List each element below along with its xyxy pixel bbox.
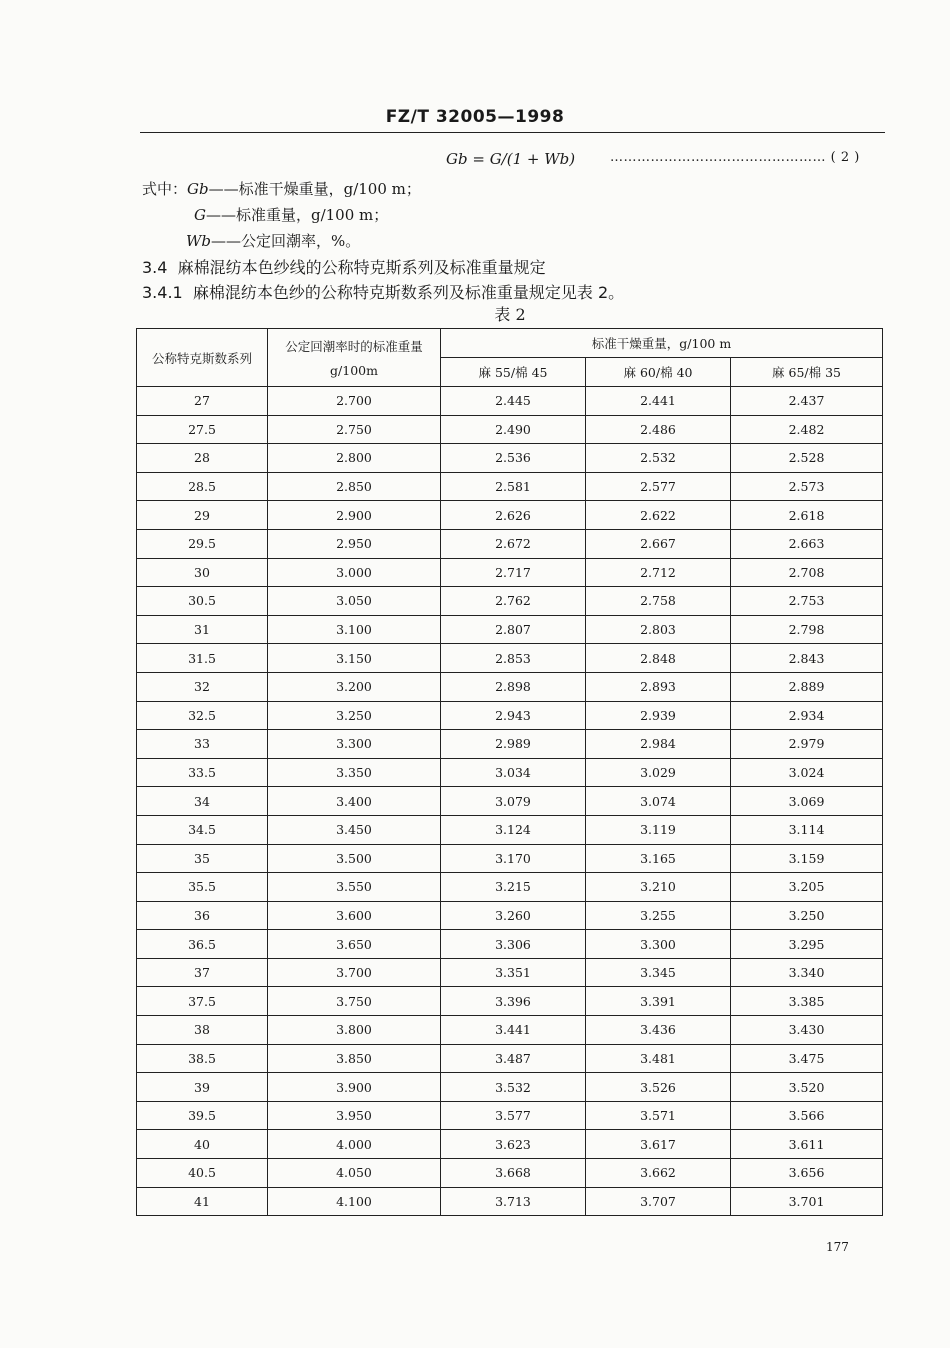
table-row [137,672,883,701]
dry-weight-55-45-cell: 2.581 [441,472,586,501]
nominal-tex-cell: 33 [137,730,268,759]
dry-weight-55-45-cell: 2.762 [441,587,586,616]
dry-weight-55-45-cell: 3.306 [441,930,586,959]
standard-weight-cell: 2.700 [268,387,441,416]
table-row [137,558,883,587]
dry-weight-55-45-cell: 2.672 [441,529,586,558]
dry-weight-65-35-cell: 2.889 [731,672,883,701]
standard-code-header: FZ/T 32005—1998 [385,107,565,127]
standard-weight-cell: 4.000 [268,1130,441,1159]
nominal-tex-cell: 41 [137,1187,268,1216]
dry-weight-65-35-cell: 2.528 [731,444,883,473]
dry-weight-65-35-cell: 3.520 [731,1073,883,1102]
table-row [137,1130,883,1159]
dry-weight-55-45-cell: 3.215 [441,873,586,902]
standard-weight-table [136,328,883,1216]
dry-weight-65-35-cell: 3.475 [731,1044,883,1073]
dry-weight-60-40-cell: 2.577 [586,472,731,501]
dry-weight-60-40-cell: 3.662 [586,1159,731,1188]
table-row [137,415,883,444]
header-dry-weight-group: 标准干燥重量，g/100 m [441,329,883,358]
table-row [137,644,883,673]
formula-number: ( 2 ) [830,150,860,165]
header-blend-65-35: 麻 65/棉 35 [731,358,883,387]
dry-weight-60-40-cell: 3.300 [586,930,731,959]
dry-weight-55-45-cell: 2.536 [441,444,586,473]
nominal-tex-cell: 39 [137,1073,268,1102]
dry-weight-60-40-cell: 2.486 [586,415,731,444]
standard-weight-cell: 2.800 [268,444,441,473]
table-row [137,987,883,1016]
dry-weight-55-45-cell: 3.668 [441,1159,586,1188]
table-row [137,587,883,616]
standard-weight-cell: 3.700 [268,958,441,987]
formula: Gb = G/(1 + Wb) [446,150,576,168]
dry-weight-55-45-cell: 3.577 [441,1101,586,1130]
nominal-tex-cell: 37 [137,958,268,987]
dry-weight-60-40-cell: 2.893 [586,672,731,701]
dry-weight-60-40-cell: 3.119 [586,815,731,844]
dry-weight-60-40-cell: 2.622 [586,501,731,530]
table-row [137,701,883,730]
nominal-tex-cell: 38 [137,1016,268,1045]
standard-weight-cell: 3.500 [268,844,441,873]
dry-weight-55-45-cell: 3.351 [441,958,586,987]
table-row [137,472,883,501]
dry-weight-60-40-cell: 3.210 [586,873,731,902]
standard-weight-cell: 4.100 [268,1187,441,1216]
section-number: 3.4 [142,258,168,277]
dry-weight-55-45-cell: 3.034 [441,758,586,787]
standard-weight-cell: 3.250 [268,701,441,730]
dry-weight-65-35-cell: 3.069 [731,787,883,816]
definition-line-2 [194,204,388,225]
standard-weight-cell: 3.850 [268,1044,441,1073]
nominal-tex-cell: 28.5 [137,472,268,501]
table-row [137,930,883,959]
table-row [137,501,883,530]
table-row [137,873,883,902]
nominal-tex-cell: 29 [137,501,268,530]
definition-line-1 [142,178,421,199]
dry-weight-55-45-cell: 3.124 [441,815,586,844]
dry-weight-65-35-cell: 2.618 [731,501,883,530]
table-row [137,787,883,816]
nominal-tex-cell: 35.5 [137,873,268,902]
table-row [137,1101,883,1130]
dry-weight-55-45-cell: 2.853 [441,644,586,673]
standard-weight-cell: 3.000 [268,558,441,587]
dry-weight-65-35-cell: 2.979 [731,730,883,759]
standard-weight-cell: 3.150 [268,644,441,673]
nominal-tex-cell: 31.5 [137,644,268,673]
dry-weight-55-45-cell: 3.260 [441,901,586,930]
dry-weight-60-40-cell: 3.481 [586,1044,731,1073]
dry-weight-60-40-cell: 2.803 [586,615,731,644]
section-3-4-1 [142,280,624,303]
table-body [137,387,883,1216]
dry-weight-60-40-cell: 2.758 [586,587,731,616]
dry-weight-55-45-cell: 2.807 [441,615,586,644]
table-caption: 表 2 [494,305,526,324]
definitions-lead: 式中： [142,180,188,198]
dry-weight-60-40-cell: 3.029 [586,758,731,787]
nominal-tex-cell: 35 [137,844,268,873]
dry-weight-55-45-cell: 3.441 [441,1016,586,1045]
dry-weight-65-35-cell: 3.295 [731,930,883,959]
nominal-tex-cell: 37.5 [137,987,268,1016]
nominal-tex-cell: 27 [137,387,268,416]
table-row [137,615,883,644]
table-row [137,758,883,787]
section-title: 麻棉混纺本色纱的公称特克斯数系列及标准重量规定见表 2。 [192,283,625,302]
nominal-tex-cell: 36 [137,901,268,930]
table-row [137,844,883,873]
dry-weight-65-35-cell: 2.437 [731,387,883,416]
standard-weight-cell: 3.050 [268,587,441,616]
nominal-tex-cell: 32 [137,672,268,701]
dry-weight-65-35-cell: 2.934 [731,701,883,730]
table-row [137,1016,883,1045]
header-blend-55-45: 麻 55/棉 45 [441,358,586,387]
standard-weight-cell: 3.750 [268,987,441,1016]
header-blend-60-40: 麻 60/棉 40 [586,358,731,387]
dry-weight-60-40-cell: 2.532 [586,444,731,473]
dry-weight-60-40-cell: 3.571 [586,1101,731,1130]
formula-dots: ………………………………………… [610,150,826,165]
dry-weight-55-45-cell: 2.989 [441,730,586,759]
definition-line-3 [186,230,360,251]
standard-weight-cell: 3.550 [268,873,441,902]
table-row [137,815,883,844]
dry-weight-55-45-cell: 2.898 [441,672,586,701]
page-number: 177 [826,1240,849,1254]
dry-weight-60-40-cell: 3.391 [586,987,731,1016]
dry-weight-65-35-cell: 3.385 [731,987,883,1016]
standard-weight-cell: 4.050 [268,1159,441,1188]
dry-weight-60-40-cell: 3.526 [586,1073,731,1102]
dry-weight-60-40-cell: 3.436 [586,1016,731,1045]
section-number: 3.4.1 [142,283,183,302]
table-row [137,901,883,930]
dry-weight-60-40-cell: 3.074 [586,787,731,816]
standard-weight-cell: 3.100 [268,615,441,644]
standard-weight-cell: 3.400 [268,787,441,816]
standard-weight-cell: 3.900 [268,1073,441,1102]
standard-weight-cell: 2.850 [268,472,441,501]
table-row [137,387,883,416]
nominal-tex-cell: 32.5 [137,701,268,730]
nominal-tex-cell: 29.5 [137,529,268,558]
dry-weight-60-40-cell: 3.345 [586,958,731,987]
nominal-tex-cell: 28 [137,444,268,473]
dry-weight-60-40-cell: 2.712 [586,558,731,587]
dry-weight-55-45-cell: 2.490 [441,415,586,444]
dry-weight-65-35-cell: 2.753 [731,587,883,616]
dry-weight-65-35-cell: 3.340 [731,958,883,987]
nominal-tex-cell: 30 [137,558,268,587]
dry-weight-65-35-cell: 2.663 [731,529,883,558]
nominal-tex-cell: 30.5 [137,587,268,616]
definition-symbol: Wb [186,232,212,250]
dry-weight-55-45-cell: 3.532 [441,1073,586,1102]
definition-symbol: Gb [187,180,209,198]
standard-weight-cell: 3.450 [268,815,441,844]
standard-weight-cell: 3.200 [268,672,441,701]
dry-weight-60-40-cell: 3.707 [586,1187,731,1216]
dry-weight-60-40-cell: 3.255 [586,901,731,930]
nominal-tex-cell: 39.5 [137,1101,268,1130]
standard-weight-cell: 3.800 [268,1016,441,1045]
dry-weight-65-35-cell: 2.798 [731,615,883,644]
nominal-tex-cell: 38.5 [137,1044,268,1073]
table-row [137,958,883,987]
nominal-tex-cell: 33.5 [137,758,268,787]
dry-weight-65-35-cell: 3.566 [731,1101,883,1130]
dry-weight-55-45-cell: 2.626 [441,501,586,530]
dry-weight-60-40-cell: 2.984 [586,730,731,759]
dry-weight-55-45-cell: 2.717 [441,558,586,587]
table-row [137,529,883,558]
table-row [137,1187,883,1216]
nominal-tex-cell: 40 [137,1130,268,1159]
section-3-4 [142,255,546,278]
standard-weight-cell: 3.950 [268,1101,441,1130]
definition-desc: ——公定回潮率，%。 [211,232,361,250]
dry-weight-65-35-cell: 2.573 [731,472,883,501]
dry-weight-55-45-cell: 3.713 [441,1187,586,1216]
dry-weight-65-35-cell: 3.611 [731,1130,883,1159]
dry-weight-60-40-cell: 3.165 [586,844,731,873]
dry-weight-60-40-cell: 2.848 [586,644,731,673]
dry-weight-65-35-cell: 2.708 [731,558,883,587]
definition-desc: ——标准重量，g/100 m； [205,206,389,224]
dry-weight-60-40-cell: 3.617 [586,1130,731,1159]
nominal-tex-cell: 40.5 [137,1159,268,1188]
dry-weight-65-35-cell: 3.701 [731,1187,883,1216]
dry-weight-65-35-cell: 3.656 [731,1159,883,1188]
dry-weight-60-40-cell: 2.667 [586,529,731,558]
dry-weight-55-45-cell: 2.445 [441,387,586,416]
dry-weight-60-40-cell: 2.441 [586,387,731,416]
dry-weight-55-45-cell: 3.396 [441,987,586,1016]
standard-weight-cell: 2.750 [268,415,441,444]
standard-weight-cell: 3.350 [268,758,441,787]
table-row [137,1159,883,1188]
dry-weight-55-45-cell: 3.487 [441,1044,586,1073]
definition-desc: ——标准干燥重量，g/100 m； [208,180,421,198]
definition-symbol: G [194,206,206,224]
dry-weight-65-35-cell: 3.205 [731,873,883,902]
formula-leader [610,150,860,165]
standard-weight-cell: 3.300 [268,730,441,759]
dry-weight-65-35-cell: 3.114 [731,815,883,844]
dry-weight-65-35-cell: 2.843 [731,644,883,673]
dry-weight-55-45-cell: 3.079 [441,787,586,816]
header-nominal-tex: 公称特克斯数系列 [137,329,268,387]
header-standard-weight-label: 公定回潮率时的标准重量 [285,339,423,354]
dry-weight-55-45-cell: 3.170 [441,844,586,873]
table-row [137,1044,883,1073]
header-rule [140,132,885,133]
dry-weight-65-35-cell: 3.430 [731,1016,883,1045]
dry-weight-65-35-cell: 2.482 [731,415,883,444]
nominal-tex-cell: 36.5 [137,930,268,959]
dry-weight-65-35-cell: 3.250 [731,901,883,930]
header-standard-weight [268,329,441,387]
standard-weight-cell: 3.600 [268,901,441,930]
table-row [137,444,883,473]
dry-weight-65-35-cell: 3.024 [731,758,883,787]
dry-weight-60-40-cell: 2.939 [586,701,731,730]
nominal-tex-cell: 34 [137,787,268,816]
table-row [137,1073,883,1102]
dry-weight-55-45-cell: 3.623 [441,1130,586,1159]
header-standard-weight-unit: g/100m [330,363,378,378]
dry-weight-65-35-cell: 3.159 [731,844,883,873]
standard-weight-cell: 2.900 [268,501,441,530]
nominal-tex-cell: 27.5 [137,415,268,444]
table-row [137,730,883,759]
section-title: 麻棉混纺本色纱线的公称特克斯系列及标准重量规定 [177,258,546,277]
standard-weight-cell: 3.650 [268,930,441,959]
standard-weight-cell: 2.950 [268,529,441,558]
nominal-tex-cell: 31 [137,615,268,644]
dry-weight-55-45-cell: 2.943 [441,701,586,730]
nominal-tex-cell: 34.5 [137,815,268,844]
